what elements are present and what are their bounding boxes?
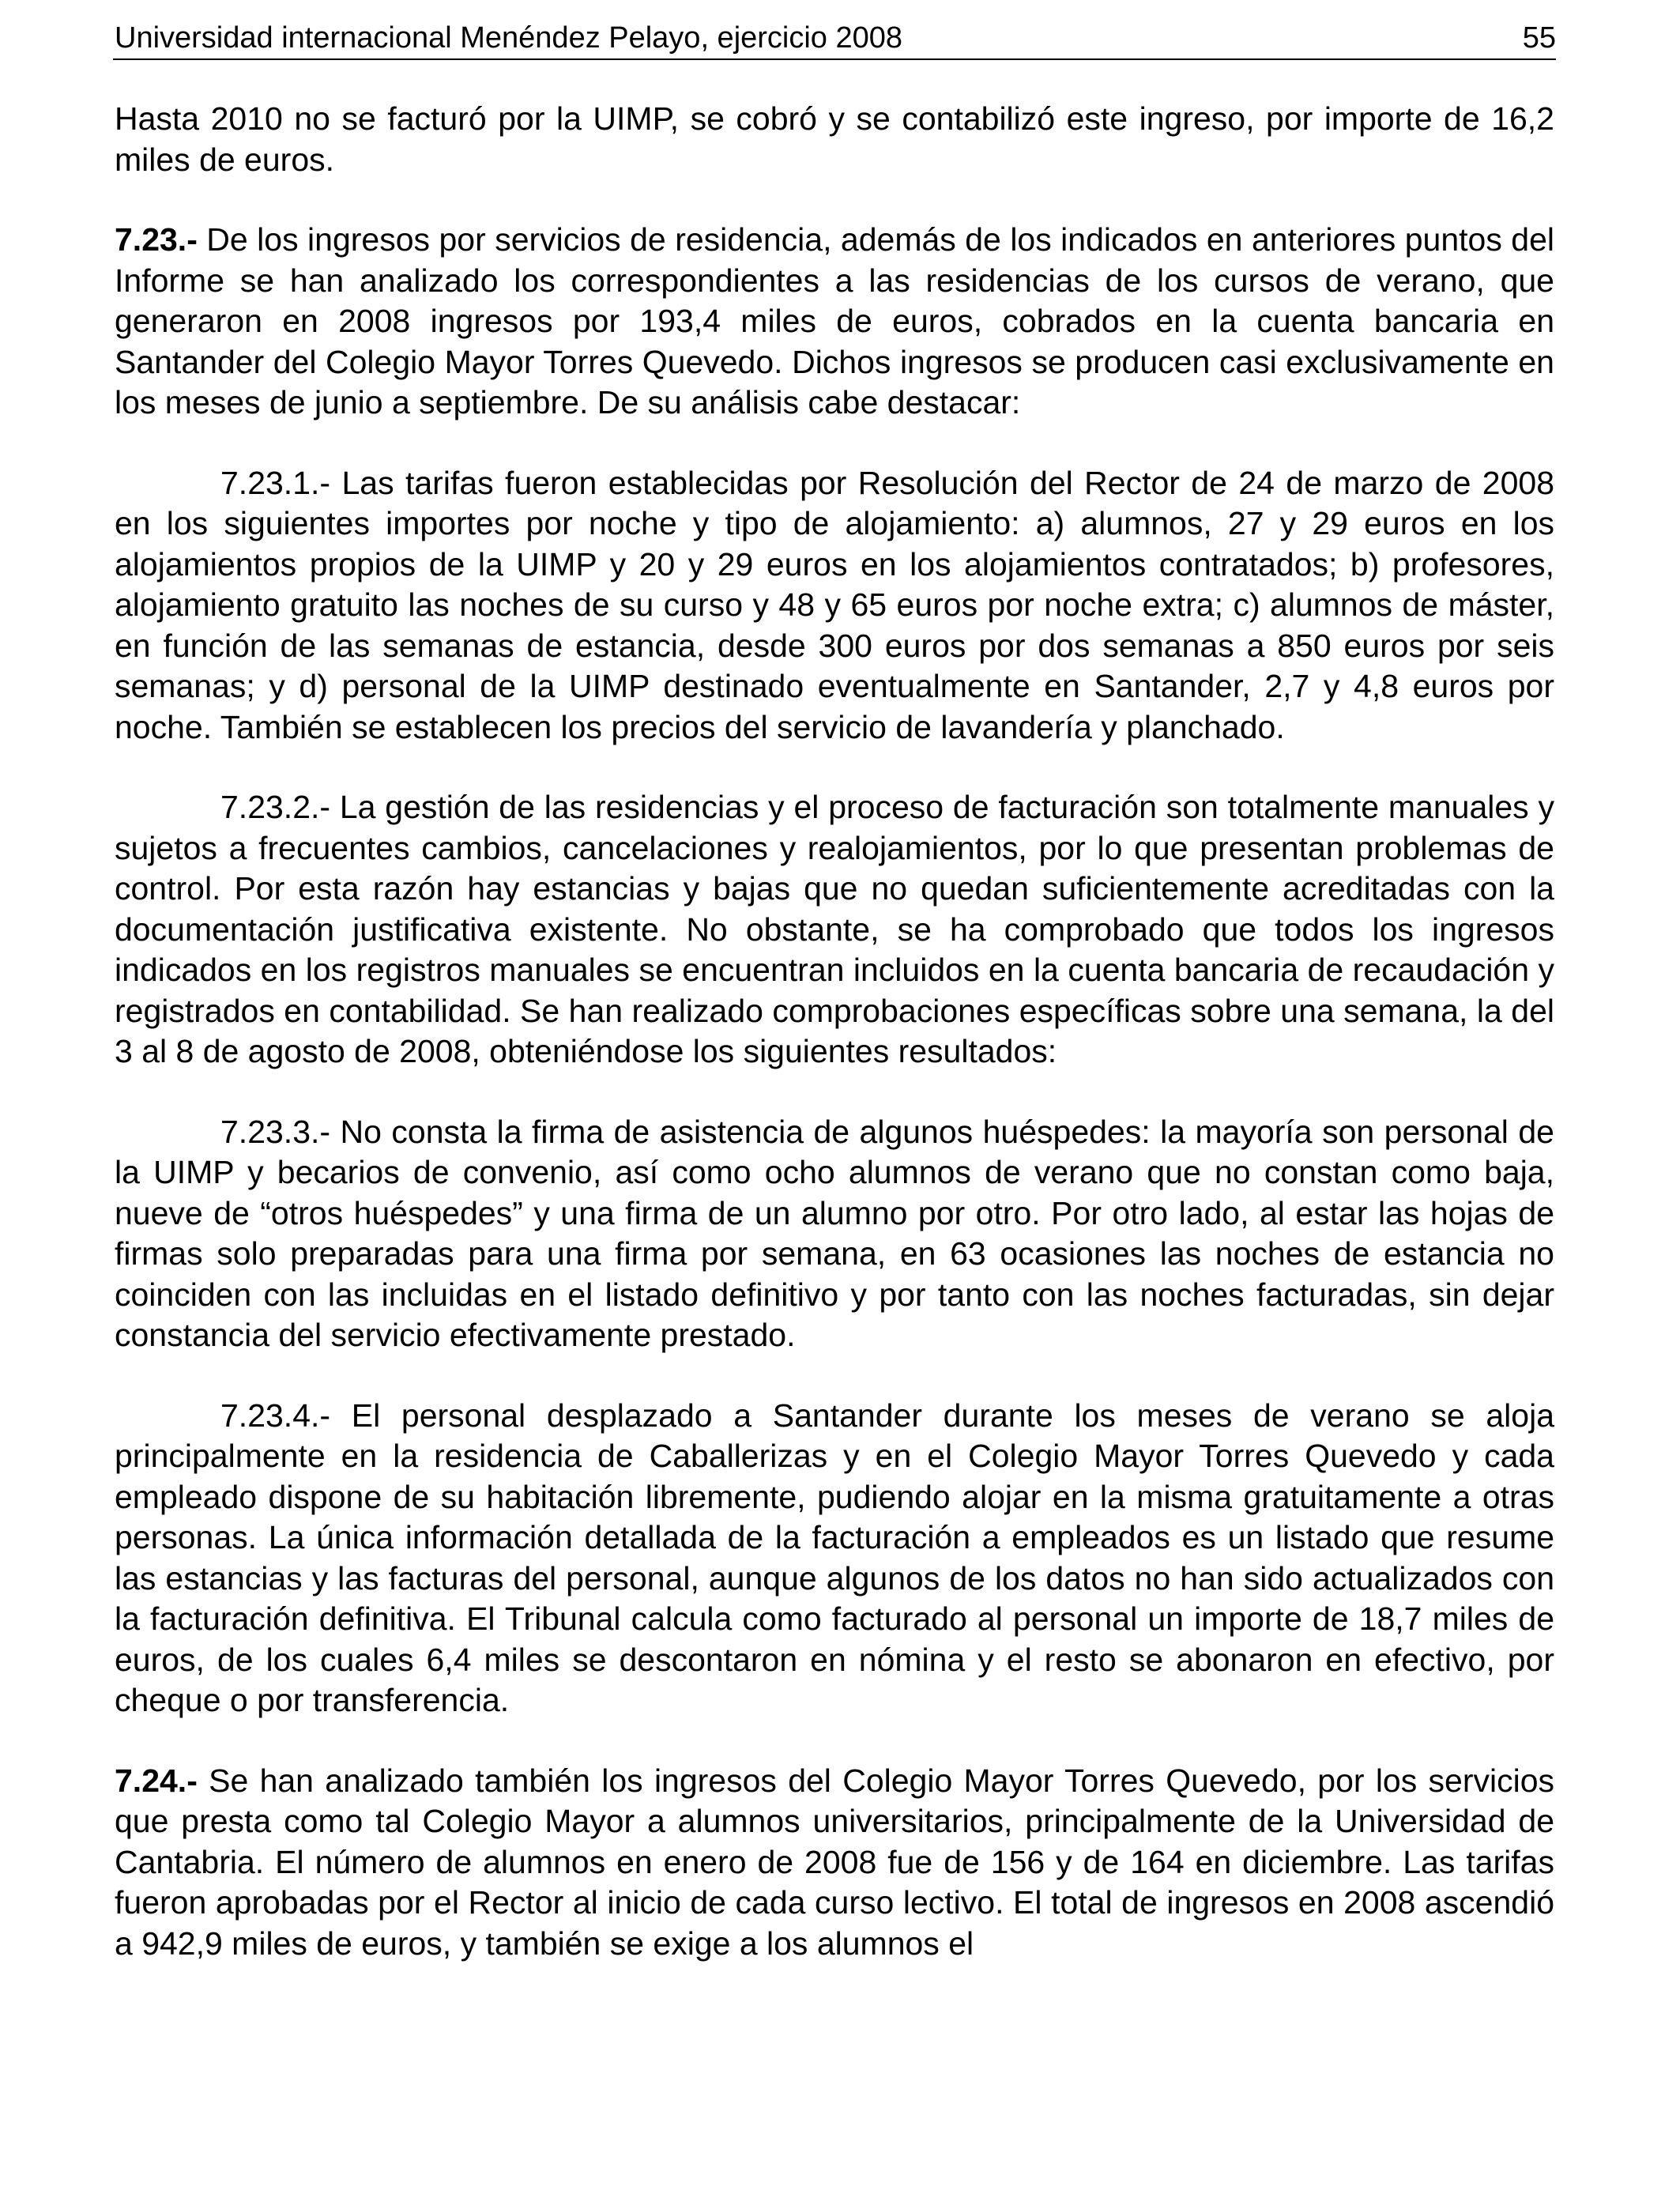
paragraph-7-23-1 — [115, 463, 1554, 748]
paragraph-7-23-3 — [115, 1112, 1554, 1356]
paragraph-text: 7.23.4.- El personal desplazado a Santander durante los meses de verano se aloja principalmente en la residencia de Caballerizas y en el Colegio Mayor Torres Quevedo y cada empleado dispone de su habitación libremente, pudiendo alojar en la misma gratuitamente a otras personas. La única información detallada de la facturación a empleados es un listado que resume las estancias y las facturas del personal, aunque algunos de los datos no han sido actualizados con la facturación definitiva. El Tribunal calcula como facturado al personal un importe de 18,7 miles de euros, de los cuales 6,4 miles se descontaron en nómina y el resto se abonaron en efectivo, por cheque o por transferencia. — [115, 1397, 1554, 1718]
paragraph-7-23-2 — [115, 787, 1554, 1072]
section-number: 7.24.- — [115, 1762, 198, 1799]
paragraph-continuation — [115, 99, 1554, 180]
paragraph-text: De los ingresos por servicios de residencia, además de los indicados en anteriores puntos del Informe se han analizado los correspondientes a las residencias de los cursos de verano, que generaron en 2008 ingresos por 193,4 miles de euros, cobrados en la cuenta bancaria en Santander del Colegio Mayor Torres Quevedo. Dichos ingresos se producen casi exclusivamente en los meses de junio a septiembre. De su análisis cabe destacar: — [115, 221, 1554, 420]
paragraph-text: 7.23.2.- La gestión de las residencias y el proceso de facturación son totalmente manuales y sujetos a frecuentes cambios, cancelaciones y realojamientos, por lo que presentan problemas de control. Por esta razón hay estancias y bajas que no quedan suficientemente acreditadas con la documentación justificativa existente. No obstante, se ha comprobado que todos los ingresos indicados en los registros manuales se encuentran incluidos en la cuenta bancaria de recaudación y registrados en contabilidad. Se han realizado comprobaciones específicas sobre una semana, la del 3 al 8 de agosto de 2008, obteniéndose los siguientes resultados: — [115, 789, 1554, 1069]
header-title: Universidad internacional Menéndez Pelayo, ejercicio 2008 — [115, 21, 903, 55]
paragraph-7-23-4 — [115, 1396, 1554, 1721]
paragraph-text: Hasta 2010 no se facturó por la UIMP, se cobró y se contabilizó este ingreso, por importe de 16,2 miles de euros. — [115, 100, 1554, 178]
paragraph-7-24 — [115, 1761, 1554, 1965]
page-header — [113, 17, 1556, 60]
page-number: 55 — [1522, 21, 1556, 55]
paragraph-7-23 — [115, 220, 1554, 424]
document-page — [113, 0, 1556, 2194]
document-body — [115, 99, 1554, 2004]
section-number: 7.23.- — [115, 221, 198, 258]
paragraph-text: Se han analizado también los ingresos del Colegio Mayor Torres Quevedo, por los servicios que presta como tal Colegio Mayor a alumnos universitarios, principalmente de la Universidad de Cantabria. El número de alumnos en enero de 2008 fue de 156 y de 164 en diciembre. Las tarifas fueron aprobadas por el Rector al inicio de cada curso lectivo. El total de ingresos en 2008 ascendió a 942,9 miles de euros, y también se exige a los alumnos el — [115, 1762, 1554, 1962]
paragraph-text: 7.23.1.- Las tarifas fueron establecidas por Resolución del Rector de 24 de marzo de 2008 en los siguientes importes por noche y tipo de alojamiento: a) alumnos, 27 y 29 euros en los alojamientos propios de la UIMP y 20 y 29 euros en los alojamientos contratados; b) profesores, alojamiento gratuito las noches de su curso y 48 y 65 euros por noche extra; c) alumnos de máster, en función de las semanas de estancia, desde 300 euros por dos semanas a 850 euros por seis semanas; y d) personal de la UIMP destinado eventualmente en Santander, 2,7 y 4,8 euros por noche. También se establecen los precios del servicio de lavandería y planchado. — [115, 464, 1554, 745]
paragraph-text: 7.23.3.- No consta la firma de asistencia de algunos huéspedes: la mayoría son personal de la UIMP y becarios de convenio, así como ocho alumnos de verano que no constan como baja, nueve de “otros huéspedes” y una firma de un alumno por otro. Por otro lado, al estar las hojas de firmas solo preparadas para una firma por semana, en 63 ocasiones las noches de estancia no coinciden con las incluidas en el listado definitivo y por tanto con las noches facturadas, sin dejar constancia del servicio efectivamente prestado. — [115, 1113, 1554, 1353]
